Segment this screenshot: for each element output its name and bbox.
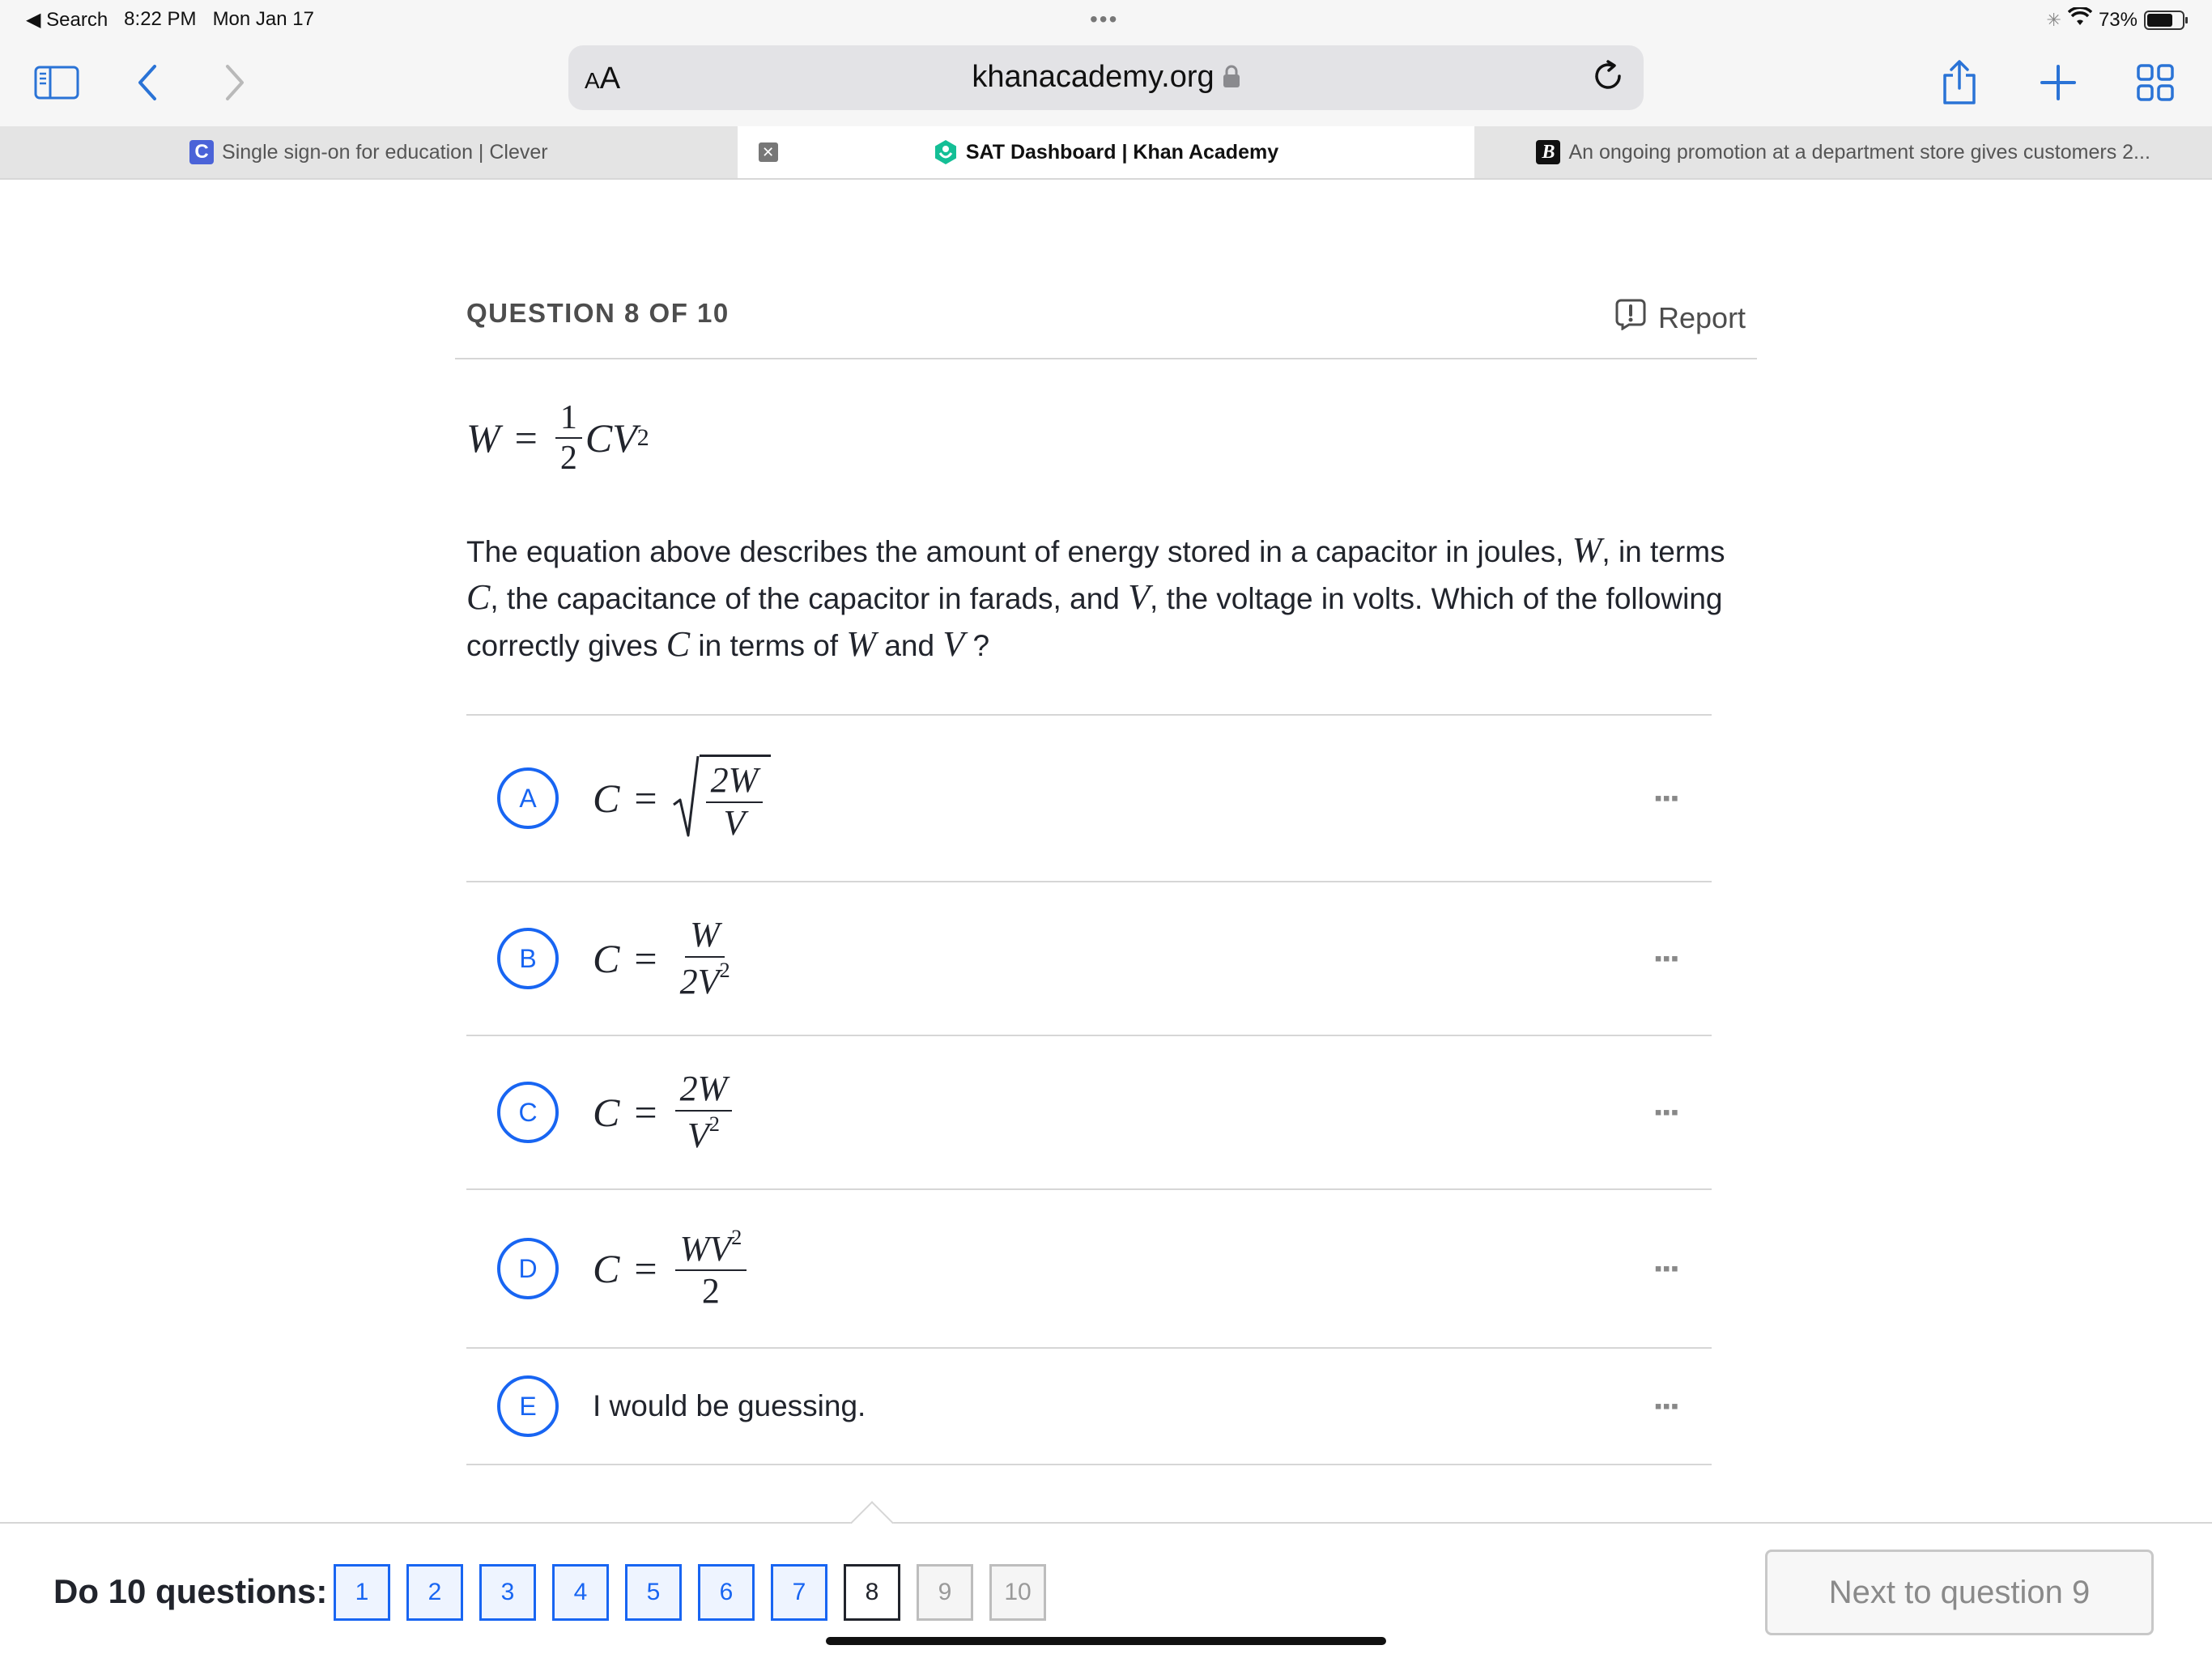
khan-favicon-icon: [934, 139, 958, 165]
b-favicon-icon: B: [1536, 140, 1560, 164]
choice-letter-bubble[interactable]: E: [497, 1375, 559, 1437]
tab-title: Single sign-on for education | Clever: [222, 140, 548, 164]
battery-percent: 73%: [2098, 8, 2138, 31]
pager-question-6[interactable]: 6: [698, 1564, 755, 1621]
battery-icon: [2144, 11, 2184, 30]
url-text: khanacademy.org: [972, 60, 1214, 94]
status-bar: [0, 0, 2212, 39]
choice-options-icon[interactable]: ▪▪▪: [1654, 785, 1679, 810]
pager-question-1[interactable]: 1: [334, 1564, 390, 1621]
pager-question-4[interactable]: 4: [552, 1564, 609, 1621]
choice-expression: C = $\frac{2W}{V}$: [593, 755, 771, 841]
header-divider: [455, 358, 1757, 359]
tab-bar: [0, 126, 2212, 180]
question-prompt: The equation above describes the amount of energy stored in a capacitor in joules, W, in terms C, the capacitance of the capacitor in farads, and V, the voltage in volts. Which of the following correctly gives C in terms of W and V ?: [466, 530, 1725, 664]
report-button[interactable]: [1614, 298, 1746, 338]
choice-b[interactable]: [466, 882, 1712, 1035]
choice-letter-bubble[interactable]: A: [497, 767, 559, 829]
tab-promotion[interactable]: [1474, 126, 2212, 178]
wifi-icon: [2068, 7, 2092, 32]
pager-question-2[interactable]: 2: [406, 1564, 463, 1621]
close-tab-icon[interactable]: ✕: [759, 142, 778, 162]
task-label: Do 10 questions:: [53, 1572, 328, 1610]
home-indicator[interactable]: [826, 1637, 1386, 1645]
choice-letter-bubble[interactable]: C: [497, 1082, 559, 1143]
report-label: Report: [1658, 300, 1746, 334]
pager-question-5[interactable]: 5: [625, 1564, 682, 1621]
next-question-button[interactable]: Next to question 9: [1765, 1550, 2154, 1635]
choice-c[interactable]: [466, 1036, 1712, 1188]
share-icon[interactable]: [1933, 57, 1985, 108]
question-pager: [334, 1564, 1046, 1621]
sidebar-toggle-icon[interactable]: [31, 57, 83, 108]
back-chevron-icon[interactable]: [121, 57, 173, 108]
back-to-app-link[interactable]: ◀ Search: [26, 9, 108, 31]
lock-icon: [1223, 62, 1240, 96]
choice-options-icon[interactable]: ▪▪▪: [1654, 1393, 1679, 1418]
tab-clever[interactable]: [0, 126, 738, 178]
choice-e[interactable]: [466, 1349, 1712, 1464]
question-counter: QUESTION 8 OF 10: [466, 298, 730, 328]
tab-khan-academy[interactable]: [738, 126, 1475, 178]
choice-d[interactable]: [466, 1190, 1712, 1347]
clever-favicon-icon: C: [189, 140, 214, 164]
address-bar[interactable]: [568, 45, 1644, 110]
reload-icon[interactable]: [1590, 58, 1626, 98]
pager-question-7[interactable]: 7: [771, 1564, 827, 1621]
choice-options-icon[interactable]: ▪▪▪: [1654, 1099, 1679, 1124]
pager-question-9[interactable]: 9: [917, 1564, 973, 1621]
choice-expression: C = $\frac{WV^2}{2}$: [593, 1226, 750, 1310]
choice-text: I would be guessing.: [593, 1389, 866, 1422]
multitasking-dots-icon[interactable]: •••: [1090, 6, 1119, 32]
square-root-sign: $\frac{2W}{V}$: [672, 755, 772, 841]
status-time: 8:22 PM: [124, 8, 197, 30]
activity-spinner-icon: ✳: [2046, 9, 2061, 30]
browser-toolbar: [0, 39, 2212, 126]
new-tab-plus-icon[interactable]: [2032, 57, 2084, 108]
tab-title: SAT Dashboard | Khan Academy: [965, 140, 1279, 164]
choice-options-icon[interactable]: ▪▪▪: [1654, 1256, 1679, 1281]
choice-letter-bubble[interactable]: D: [497, 1238, 559, 1299]
choice-letter-bubble[interactable]: B: [497, 928, 559, 989]
current-page-pointer: [850, 1501, 894, 1545]
choice-expression: C = $\frac{W}{2V^2}$: [593, 915, 730, 1001]
text-size-button[interactable]: AA: [585, 62, 621, 96]
tab-title: An ongoing promotion at a department store gives customers 2...: [1568, 140, 2150, 164]
report-alert-icon: [1614, 298, 1647, 338]
choices-bottom-divider: [466, 1464, 1712, 1465]
status-date: Mon Jan 17: [212, 8, 314, 30]
choice-expression: C = $\frac{2W}{V^2}$: [593, 1070, 735, 1154]
pager-question-8[interactable]: 8: [844, 1564, 900, 1621]
forward-chevron-icon[interactable]: [209, 57, 261, 108]
tab-overview-grid-icon[interactable]: [2129, 57, 2181, 108]
given-equation: W = $\frac{1}{2}$ CV 2: [466, 399, 649, 478]
exercise-footer: [0, 1522, 2212, 1658]
pager-question-3[interactable]: 3: [479, 1564, 536, 1621]
pager-question-10[interactable]: 10: [989, 1564, 1046, 1621]
choice-a[interactable]: [466, 716, 1712, 881]
choice-options-icon[interactable]: ▪▪▪: [1654, 946, 1679, 971]
url-field[interactable]: [568, 60, 1644, 96]
